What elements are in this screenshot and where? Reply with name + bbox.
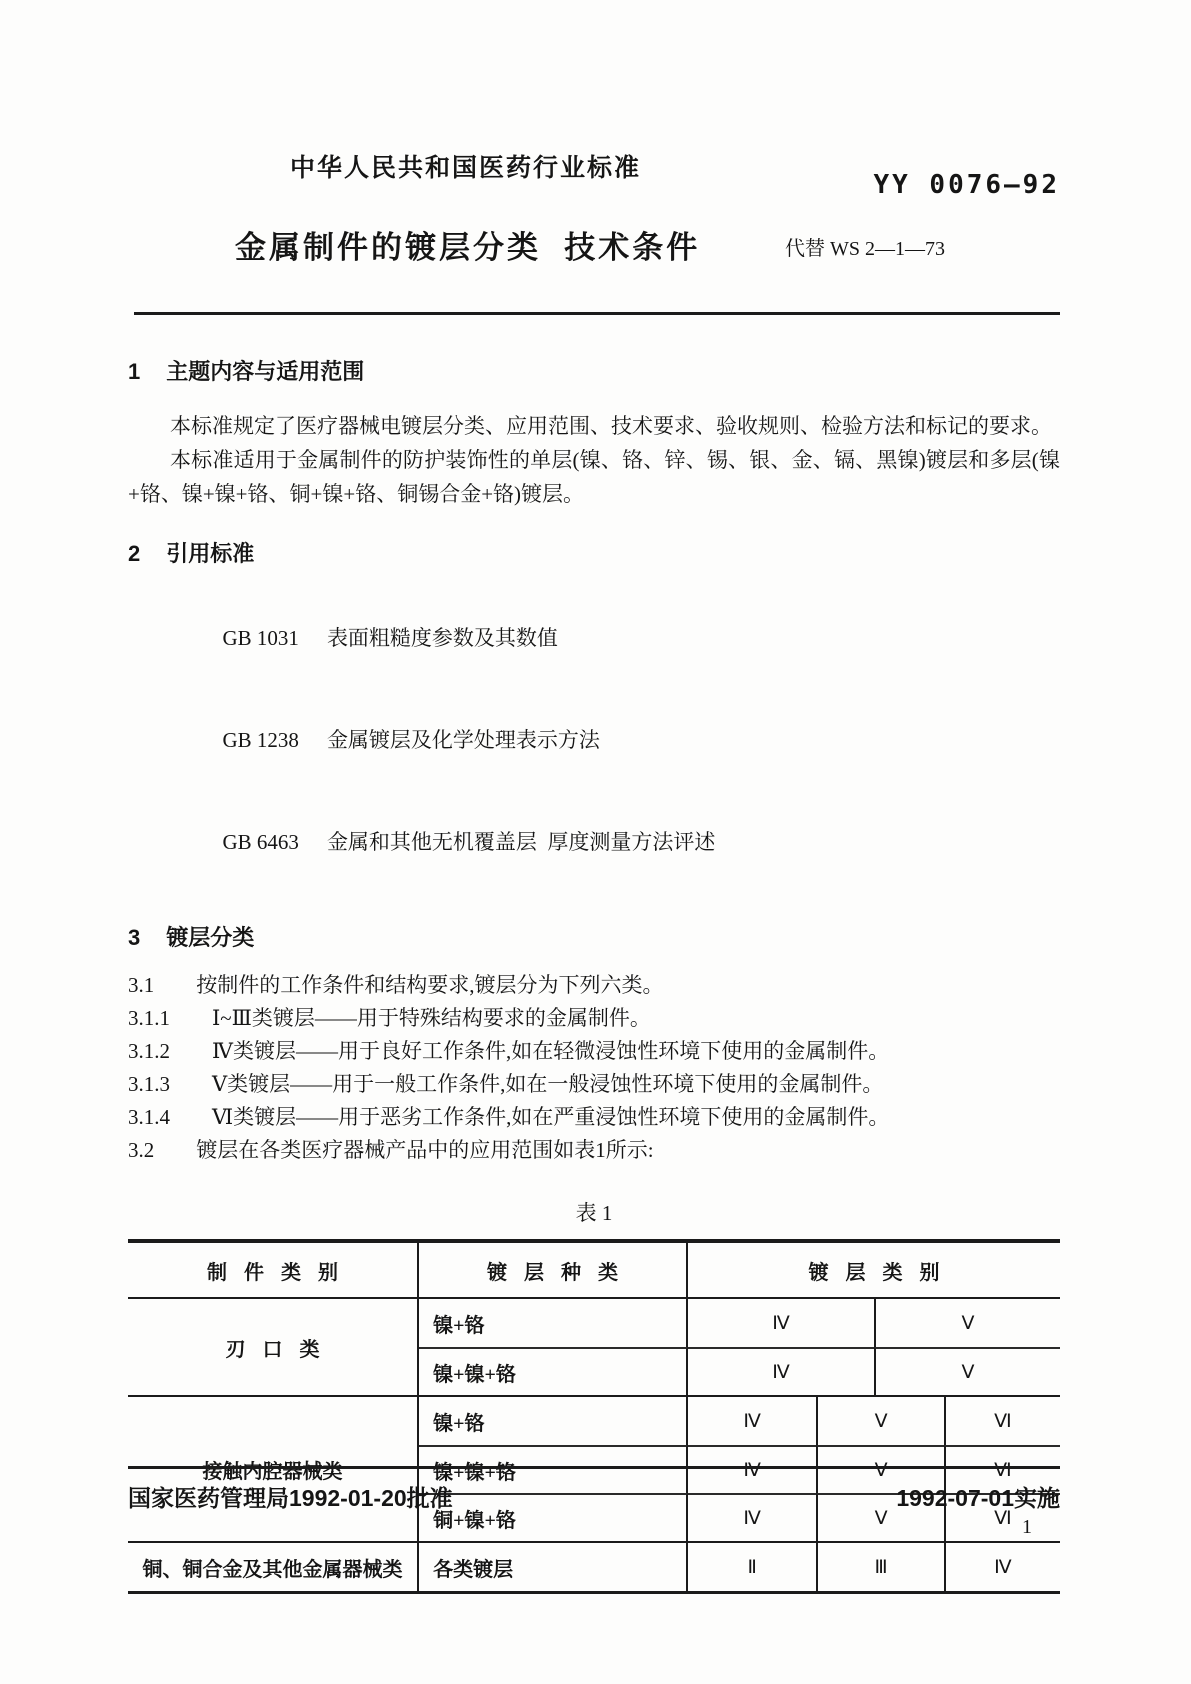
section-title: 镀层分类 — [166, 925, 255, 950]
document-footer — [128, 1466, 1060, 1513]
class-cell: Ⅵ — [944, 1397, 1060, 1445]
clause-row — [128, 1002, 1060, 1035]
plating-table — [128, 1239, 1060, 1594]
section-classification — [128, 923, 1060, 1167]
standard-label: 中华人民共和国医药行业标准 — [290, 154, 642, 182]
document-header — [128, 0, 1060, 315]
coating-cell: 镍+镍+铬 — [419, 1445, 688, 1493]
reference-title: 金属和其他无机覆盖层 厚度测量方法评述 — [326, 830, 716, 854]
class-cell: Ⅴ — [874, 1299, 1060, 1347]
table-header-row — [128, 1243, 1060, 1299]
approval-text: 国家医药管理局1992-01-20批准 — [128, 1485, 453, 1511]
clause-row — [128, 1035, 1060, 1068]
category-cell: 接触内腔器械类 — [128, 1397, 419, 1541]
section-heading — [128, 923, 1060, 953]
clause-text: Ⅴ类镀层——用于一般工作条件,如在一般浸蚀性环境下使用的金属制件。 — [212, 1072, 884, 1096]
class-cell: Ⅴ — [816, 1493, 943, 1541]
clause-text: Ⅵ类镀层——用于恶劣工作条件,如在严重浸蚀性环境下使用的金属制件。 — [212, 1105, 890, 1129]
section-scope — [128, 357, 1060, 511]
clause-row — [128, 1134, 1060, 1167]
clause-text: Ⅳ类镀层——用于良好工作条件,如在轻微浸蚀性环境下使用的金属制件。 — [212, 1039, 890, 1063]
class-cell: Ⅳ — [688, 1347, 874, 1395]
replaces-note: 代替 WS 2—1—73 — [785, 238, 945, 260]
standard-number: YY 0076—92 — [873, 170, 1060, 200]
reference-title: 表面粗糙度参数及其数值 — [326, 626, 558, 650]
clause-text: 镀层在各类医疗器械产品中的应用范围如表1所示: — [196, 1138, 654, 1162]
reference-code: GB 1238 — [222, 728, 299, 752]
reference-code: GB 1031 — [222, 626, 299, 650]
reference-row — [170, 587, 1060, 689]
section-number: 3 — [128, 925, 141, 950]
clause-number: 3.1.4 — [128, 1105, 170, 1129]
class-cell: Ⅴ — [816, 1397, 943, 1445]
table-header-cell: 镀 层 种 类 — [419, 1243, 688, 1297]
clause-number: 3.1.3 — [128, 1072, 170, 1096]
clause-row — [128, 1068, 1060, 1101]
reference-row — [170, 689, 1060, 791]
document-title: 金属制件的镀层分类 技术条件 — [235, 230, 701, 265]
class-cell: Ⅵ — [944, 1445, 1060, 1493]
class-cell: Ⅳ — [772, 1312, 790, 1334]
section-number: 2 — [128, 541, 141, 566]
class-cell: Ⅴ — [874, 1347, 1060, 1395]
reference-code: GB 6463 — [222, 830, 299, 854]
table-group-blades — [128, 1299, 1060, 1395]
reference-title: 金属镀层及化学处理表示方法 — [326, 728, 600, 752]
clause-text: Ⅰ~Ⅲ类镀层——用于特殊结构要求的金属制件。 — [212, 1006, 651, 1030]
table-group-copper-and-other — [128, 1541, 1060, 1591]
table-caption: 表 1 — [575, 1201, 613, 1225]
section-title: 主题内容与适用范围 — [166, 359, 365, 384]
class-cell: Ⅲ — [816, 1543, 943, 1591]
clause-number: 3.1.2 — [128, 1039, 170, 1063]
implementation-text: 1992-07-01实施 — [896, 1485, 1060, 1511]
title-rule — [134, 312, 1060, 315]
category-cell: 铜、铜合金及其他金属器械类 — [128, 1543, 419, 1591]
paragraph: 本标准规定了医疗器械电镀层分类、应用范围、技术要求、验收规则、检验方法和标记的要求。 — [170, 414, 1052, 438]
class-cell: Ⅳ — [688, 1493, 816, 1541]
clause-number: 3.1.1 — [128, 1006, 170, 1030]
reference-row — [170, 791, 1060, 893]
coating-cell: 镍+铬 — [419, 1397, 688, 1445]
class-cell: Ⅱ — [747, 1556, 757, 1578]
class-cell: Ⅳ — [743, 1410, 761, 1432]
coating-cell: 镍+镍+铬 — [419, 1347, 688, 1395]
coating-cell: 铜+镍+铬 — [419, 1493, 688, 1541]
clause-number: 3.1 — [128, 973, 155, 997]
paragraph: 本标准适用于金属制件的防护装饰性的单层(镍、铬、锌、锡、银、金、镉、黑镍)镀层和多层(镍+铬、镍+镍+铬、铜+镍+铬、铜锡合金+铬)镀层。 — [128, 448, 1060, 506]
section-heading — [128, 357, 1060, 387]
category-cell: 刃 口 类 — [128, 1299, 419, 1395]
table-header-cell: 镀 层 类 别 — [808, 1261, 940, 1284]
class-cell: Ⅵ — [944, 1493, 1060, 1541]
clause-row — [128, 1101, 1060, 1134]
section-title: 引用标准 — [166, 541, 255, 566]
class-cell: Ⅴ — [816, 1445, 943, 1493]
coating-cell: 各类镀层 — [419, 1543, 688, 1591]
clause-row — [128, 969, 1060, 1002]
table-header-cell: 制 件 类 别 — [128, 1243, 419, 1297]
coating-cell: 镍+铬 — [419, 1299, 688, 1347]
clause-text: 按制件的工作条件和结构要求,镀层分为下列六类。 — [196, 973, 664, 997]
clause-number: 3.2 — [128, 1138, 155, 1162]
section-heading — [128, 539, 1060, 569]
section-references — [128, 539, 1060, 893]
section-number: 1 — [128, 359, 141, 384]
class-cell: Ⅳ — [688, 1445, 816, 1493]
class-cell: Ⅳ — [944, 1543, 1060, 1591]
page-number: 1 — [1022, 1516, 1032, 1538]
